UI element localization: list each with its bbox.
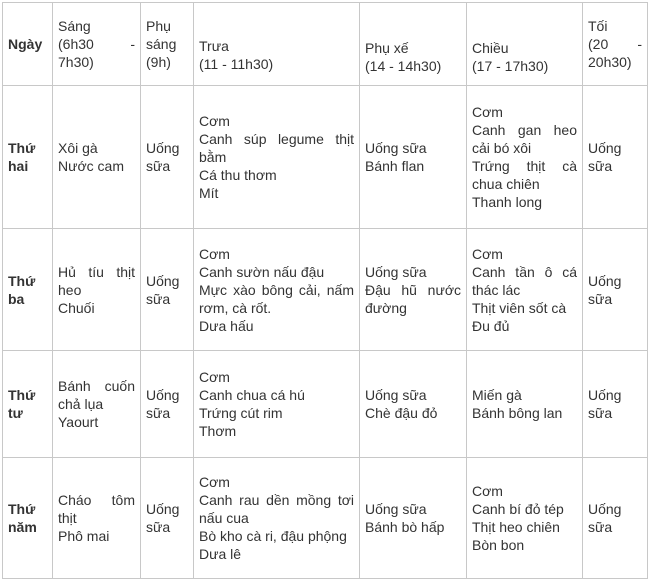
morning-snack-cell: Uống sữa <box>141 229 194 351</box>
header-dinner: Chiều (17 - 17h30) <box>467 3 583 86</box>
header-night: Tối (20 - 20h30) <box>583 3 648 86</box>
header-afternoon-snack: Phụ xế (14 - 14h30) <box>360 3 467 86</box>
header-morning-snack: Phụ sáng (9h) <box>141 3 194 86</box>
header-lunch: Trưa (11 - 11h30) <box>194 3 360 86</box>
breakfast-cell: Hủ tíu thịt heo Chuối <box>53 229 141 351</box>
lunch-cell: Cơm Canh rau dền mồng tơi nấu cua Bò kho cà ri, đậu phộng Dưa lê <box>194 458 360 579</box>
header-day: Ngày <box>3 3 53 86</box>
afternoon-snack-cell: Uống sữa Chè đậu đỏ <box>360 351 467 458</box>
dinner-cell: Cơm Canh bí đỏ tép Thịt heo chiên Bòn bon <box>467 458 583 579</box>
morning-snack-cell: Uống sữa <box>141 458 194 579</box>
morning-snack-cell: Uống sữa <box>141 351 194 458</box>
morning-snack-cell: Uống sữa <box>141 86 194 229</box>
day-cell: Thứ tư <box>3 351 53 458</box>
table-row <box>3 229 648 351</box>
dinner-cell: Cơm Canh gan heo cải bó xôi Trứng thịt cà chua chiên Thanh long <box>467 86 583 229</box>
night-cell: Uống sữa <box>583 458 648 579</box>
table-row <box>3 458 648 579</box>
header-breakfast: Sáng (6h30 - 7h30) <box>53 3 141 86</box>
header-row <box>3 3 648 86</box>
night-cell: Uống sữa <box>583 351 648 458</box>
lunch-cell: Cơm Canh sườn nấu đậu Mực xào bông cải, nấm rơm, cà rốt. Dưa hấu <box>194 229 360 351</box>
table-row <box>3 86 648 229</box>
meal-plan-table <box>2 2 648 579</box>
day-cell: Thứ hai <box>3 86 53 229</box>
breakfast-cell: Bánh cuốn chả lụa Yaourt <box>53 351 141 458</box>
night-cell: Uống sữa <box>583 86 648 229</box>
night-cell: Uống sữa <box>583 229 648 351</box>
day-cell: Thứ năm <box>3 458 53 579</box>
table-row <box>3 351 648 458</box>
afternoon-snack-cell: Uống sữa Đậu hũ nước đường <box>360 229 467 351</box>
breakfast-cell: Xôi gà Nước cam <box>53 86 141 229</box>
day-cell: Thứ ba <box>3 229 53 351</box>
dinner-cell: Cơm Canh tần ô cá thác lác Thịt viên sốt cà Đu đủ <box>467 229 583 351</box>
lunch-cell: Cơm Canh súp legume thịt bằm Cá thu thơm Mít <box>194 86 360 229</box>
afternoon-snack-cell: Uống sữa Bánh bò hấp <box>360 458 467 579</box>
breakfast-cell: Cháo tôm thịt Phô mai <box>53 458 141 579</box>
lunch-cell: Cơm Canh chua cá hú Trứng cút rim Thơm <box>194 351 360 458</box>
afternoon-snack-cell: Uống sữa Bánh flan <box>360 86 467 229</box>
dinner-cell: Miến gà Bánh bông lan <box>467 351 583 458</box>
